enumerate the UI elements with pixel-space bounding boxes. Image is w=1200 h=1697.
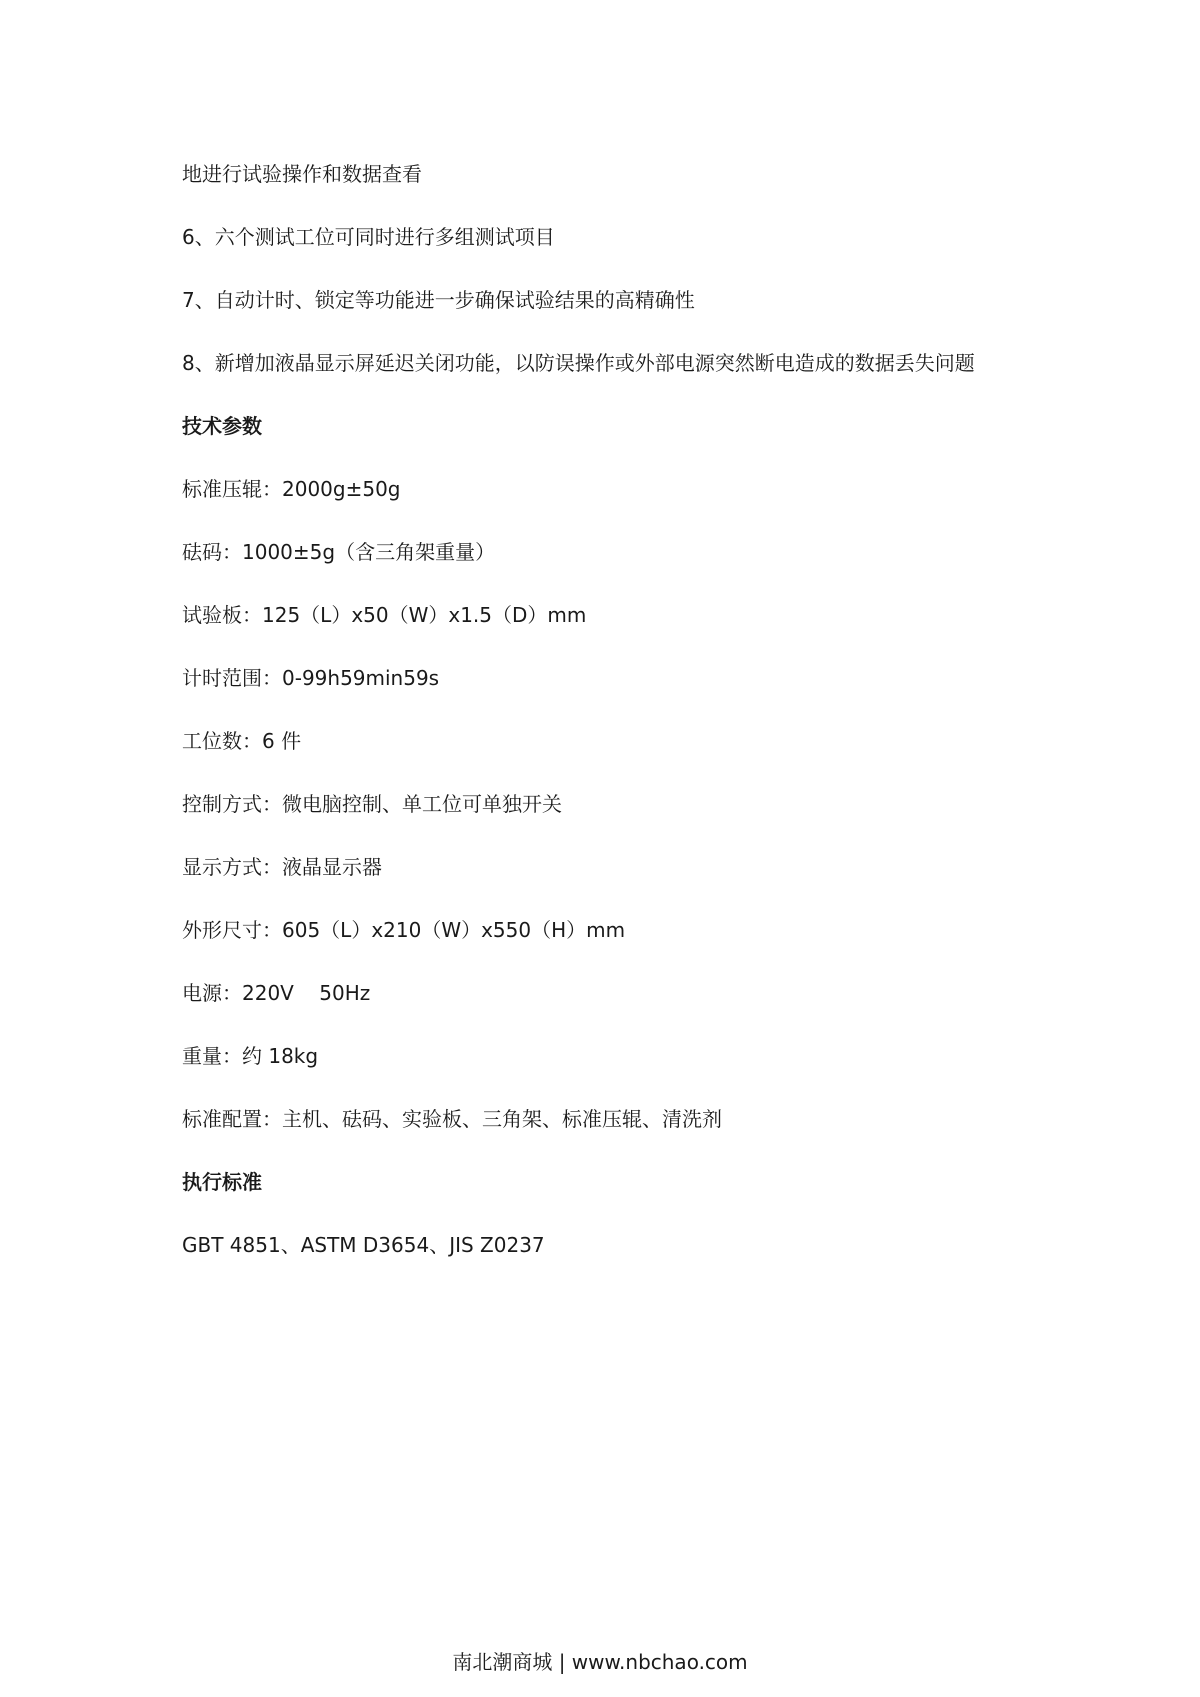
param-test-plate: 试验板：125（L）x50（W）x1.5（D）mm [182,603,587,627]
standards-text: GBT 4851、ASTM D3654、JIS Z0237 [182,1233,545,1257]
intro-continuation-text: 地进行试验操作和数据查看 [182,162,422,186]
standards-heading: 执行标准 [182,1170,262,1194]
param-display-mode: 显示方式：液晶显示器 [182,855,382,879]
param-timing-range: 计时范围：0-99h59min59s [182,666,440,690]
feature-item-7: 7、自动计时、锁定等功能进一步确保试验结果的高精确性 [182,288,695,312]
param-standard-config: 标准配置：主机、砝码、实验板、三角架、标准压辊、清洗剂 [182,1107,722,1131]
param-weight: 重量：约 18kg [182,1044,319,1068]
feature-item-8: 8、新增加液晶显示屏延迟关闭功能，以防误操作或外部电源突然断电造成的数据丢失问题 [182,351,975,375]
feature-item-6: 6、六个测试工位可同时进行多组测试项目 [182,225,555,249]
param-dimensions: 外形尺寸：605（L）x210（W）x550（H）mm [182,918,626,942]
document-body [182,160,1082,1294]
param-standard-roller: 标准压辊：2000g±50g [182,477,401,501]
param-stations: 工位数：6 件 [182,729,302,753]
param-weight-block: 砝码：1000±5g（含三角架重量） [182,540,496,564]
page-footer: 南北潮商城 | www.nbchao.com [452,1650,748,1674]
param-control-mode: 控制方式：微电脑控制、单工位可单独开关 [182,792,562,816]
tech-params-heading: 技术参数 [182,414,262,438]
param-power: 电源：220V 50Hz [182,981,371,1005]
